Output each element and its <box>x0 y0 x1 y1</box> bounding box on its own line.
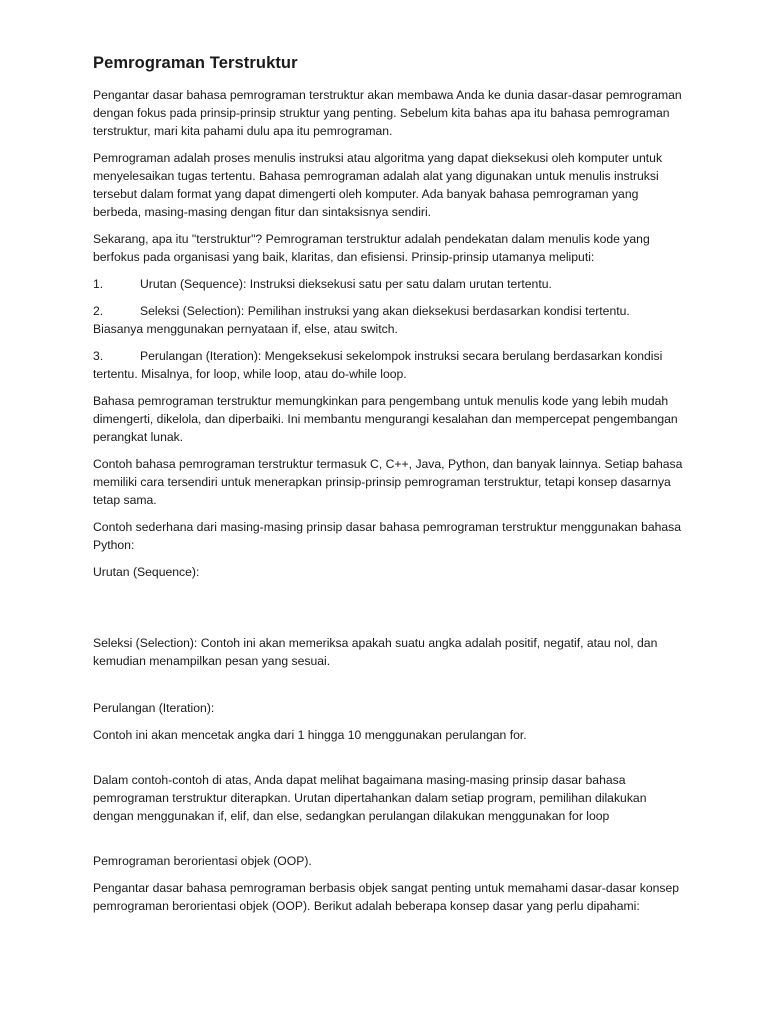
list-text: Perulangan (Iteration): Mengeksekusi sekelompok instruksi secara berulang berdasarkan kondisi tertentu. Misalnya, for loop, while loop, atau do-while loop. <box>93 349 663 381</box>
list-text: Seleksi (Selection): Pemilihan instruksi yang akan dieksekusi berdasarkan kondisi tertentu. Biasanya menggunakan pernyataan if, else, atau switch. <box>93 304 630 336</box>
list-text: Urutan (Sequence): Instruksi dieksekusi satu per satu dalam urutan tertentu. <box>140 277 552 291</box>
code-placeholder-iteration <box>93 753 683 771</box>
list-number: 2. <box>93 304 104 318</box>
list-number: 3. <box>93 349 104 363</box>
section-spacer <box>93 834 683 852</box>
document-page <box>93 52 683 924</box>
paragraph-iteration-example: Contoh ini akan mencetak angka dari 1 hingga 10 menggunakan perulangan for. <box>93 728 527 742</box>
paragraph-structured-definition: Sekarang, apa itu "terstruktur"? Pemrograman terstruktur adalah pendekatan dalam menulis kode yang berfokus pada organisasi yang baik, klaritas, dan efisiensi. Prinsip-prinsip utamanya meliputi: <box>93 232 650 264</box>
paragraph-oop-intro: Pengantar dasar bahasa pemrograman berbasis objek sangat penting untuk memahami dasar-dasar konsep pemrograman berorientasi objek (OOP). Berikut adalah beberapa konsep dasar yang perlu dipahami: <box>93 881 680 913</box>
heading-iteration: Perulangan (Iteration): <box>93 701 215 715</box>
code-placeholder-selection <box>93 679 683 699</box>
list-number: 1. <box>93 277 104 291</box>
paragraph-python-examples: Contoh sederhana dari masing-masing prinsip dasar bahasa pemrograman terstruktur menggunakan bahasa Python: <box>93 520 682 552</box>
heading-oop: Pemrograman berorientasi objek (OOP). <box>93 854 312 868</box>
list-item-selection <box>93 302 683 338</box>
paragraph-intro: Pengantar dasar bahasa pemrograman terstruktur akan membawa Anda ke dunia dasar-dasar pemrograman dengan fokus pada prinsip-prinsip struktur yang penting. Sebelum kita bahas apa itu bahasa pemrograman terstruktur, mari kita pahami dulu apa itu pemrograman. <box>93 88 682 138</box>
heading-sequence: Urutan (Sequence): <box>93 565 200 579</box>
list-item-sequence <box>93 275 683 293</box>
paragraph-programming-definition: Pemrograman adalah proses menulis instruksi atau algoritma yang dapat dieksekusi oleh komputer untuk menyelesaikan tugas tertentu. Bahasa pemrograman adalah alat yang digunakan untuk menulis instruksi tersebut dalam format yang dapat dimengerti oleh komputer. Ada banyak bahasa pemrograman yang berbeda, masing-masing dengan fitur dan sintaksisnya sendiri. <box>93 151 663 219</box>
list-item-iteration <box>93 347 683 383</box>
paragraph-language-examples: Contoh bahasa pemrograman terstruktur termasuk C, C++, Java, Python, dan banyak lainnya. Setiap bahasa memiliki cara tersendiri untuk menerapkan prinsip-prinsip pemrograman terstruktur, tetapi konsep dasarnya tetap sama. <box>93 457 683 507</box>
paragraph-benefits: Bahasa pemrograman terstruktur memungkinkan para pengembang untuk menulis kode yang lebih mudah dimengerti, dikelola, dan diperbaiki. Ini membantu mengurangi kesalahan dan mempercepat pengembangan perangkat lunak. <box>93 394 678 444</box>
document-title: Pemrograman Terstruktur <box>93 54 298 72</box>
code-placeholder-sequence <box>93 590 683 634</box>
paragraph-selection-example: Seleksi (Selection): Contoh ini akan memeriksa apakah suatu angka adalah positif, negatif, atau nol, dan kemudian menampilkan pesan yang sesuai. <box>93 636 658 668</box>
paragraph-summary: Dalam contoh-contoh di atas, Anda dapat melihat bagaimana masing-masing prinsip dasar bahasa pemrograman terstruktur diterapkan. Urutan dipertahankan dalam setiap program, pemilihan dilakukan dengan menggunakan if, elif, dan else, sedangkan perulangan dilakukan menggunakan for loop <box>93 773 647 823</box>
